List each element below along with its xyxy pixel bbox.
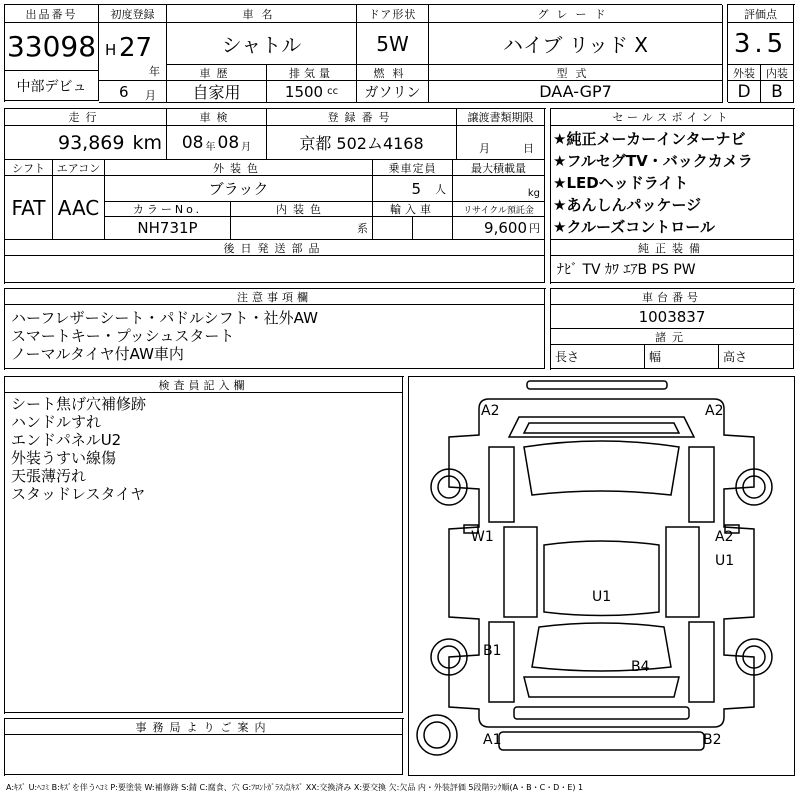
exterior-score: D	[728, 81, 761, 103]
right-door-panel	[666, 527, 699, 617]
model-header: 型式	[429, 65, 723, 81]
mileage-cell	[5, 126, 167, 160]
max-load-unit: kg	[527, 188, 540, 199]
interior-color-header: 内装色	[231, 202, 373, 217]
office-block	[4, 718, 404, 776]
transfer-cell	[457, 126, 545, 160]
inspection-header: 車検	[167, 109, 267, 126]
length-label: 長さ	[555, 350, 580, 364]
sales-point-list	[551, 126, 794, 240]
inspection-cell	[167, 126, 267, 160]
fuel-header: 燃料	[357, 65, 429, 81]
inspector-header: 検査員記入欄	[5, 377, 403, 393]
recycle-value: 9,600	[484, 219, 527, 237]
color-no-value: NH731P	[105, 217, 231, 240]
recycle-cell	[453, 217, 545, 240]
damage-mark: A1	[483, 732, 502, 748]
transfer-header: 譲渡書類期限	[457, 109, 545, 126]
inspector-line: 天張薄汚れ	[11, 467, 87, 485]
header-block	[4, 4, 722, 102]
car-diagram	[409, 377, 794, 775]
displacement-cell	[267, 81, 357, 103]
notes-block	[4, 288, 546, 370]
lot-number: 33098	[5, 23, 99, 71]
body-outline	[449, 399, 754, 727]
score-header: 評価点	[728, 5, 794, 23]
length-cell	[551, 345, 645, 369]
interior-score-header: 内装	[761, 65, 794, 81]
first-reg-year-cell	[99, 23, 167, 81]
damage-mark: U1	[592, 589, 612, 605]
interior-color-cell	[231, 217, 373, 240]
chassis-number: 1003837	[551, 305, 794, 329]
left-door-panel	[504, 527, 537, 617]
lot-header: 出品番号	[5, 5, 99, 23]
left-front-fender	[489, 447, 514, 522]
aircon-value: AAC	[53, 176, 105, 240]
width-label: 幅	[649, 350, 662, 364]
inspector-line: ハンドルすれ	[11, 413, 102, 431]
transfer-month-unit: 月	[479, 142, 490, 155]
office-body	[5, 735, 403, 775]
left-rear-fender	[489, 622, 514, 702]
color-value: ブラック	[105, 176, 373, 202]
first-reg-month-unit: 月	[145, 89, 156, 102]
chassis-header: 車台番号	[551, 289, 794, 305]
notes-line: ハーフレザーシート・パドルシフト・社外AW	[11, 309, 318, 327]
displacement-value: 1500	[284, 82, 324, 101]
inspection-month: 08	[217, 132, 240, 153]
spare-tire	[417, 715, 457, 755]
transfer-day-unit: 日	[523, 142, 534, 155]
first-reg-year-unit: 年	[149, 65, 160, 78]
later-parts-value	[5, 256, 545, 283]
windshield	[524, 441, 679, 495]
rear-window	[532, 623, 671, 671]
inspector-line: エンドパネルU2	[11, 431, 122, 449]
inspector-line: シート焦げ穴補修跡	[11, 395, 147, 413]
sales-point-item: ★純正メーカーインターナビ	[553, 130, 746, 148]
import-value-right	[413, 217, 453, 240]
notes-line: スマートキー・プッシュスタート	[11, 327, 235, 345]
grade-header: グレード	[429, 5, 723, 23]
import-header: 輸入車	[373, 202, 453, 217]
damage-mark: U1	[715, 553, 735, 569]
interior-color-unit: 系	[357, 222, 368, 235]
inspection-month-unit: 月	[241, 142, 252, 153]
exterior-score-header: 外装	[728, 65, 761, 81]
inspector-block	[4, 376, 404, 714]
door-type: 5W	[357, 23, 429, 65]
recycle-unit: 円	[529, 222, 540, 235]
capacity-value: 5	[411, 179, 421, 198]
inspection-year: 08	[181, 132, 204, 153]
right-front-fender	[689, 447, 714, 522]
later-parts-header: 後日発送部品	[5, 240, 545, 256]
front-bumper-top	[527, 381, 667, 389]
notes-text	[5, 305, 545, 369]
first-reg-era: H	[105, 41, 117, 59]
fuel-value: ガソリン	[357, 81, 429, 103]
first-reg-header: 初度登録	[99, 5, 167, 23]
model-value: DAA-GP7	[429, 81, 723, 103]
rear-bumper	[514, 707, 689, 719]
sales-point-item: ★LEDヘッドライト	[553, 174, 689, 192]
equipment-header: 純正装備	[551, 240, 794, 256]
capacity-header: 乗車定員	[373, 160, 453, 176]
rear-bumper-lower	[499, 732, 704, 750]
sales-point-header: セールスポイント	[551, 109, 794, 126]
notes-header: 注意事項欄	[5, 289, 545, 305]
right-rear-fender	[689, 622, 714, 702]
equipment-value: ﾅﾋﾞ TV ｶﾜ ｴｱB PS PW	[551, 256, 794, 283]
damage-mark: B1	[483, 643, 502, 659]
sales-point-item: ★クルーズコントロール	[553, 218, 715, 236]
damage-mark: A2	[715, 529, 734, 545]
shift-value: FAT	[5, 176, 53, 240]
max-load-header: 最大積載量	[453, 160, 545, 176]
damage-mark: W1	[471, 529, 494, 545]
shift-header: シフト	[5, 160, 53, 176]
mileage-value: 93,869	[58, 131, 125, 154]
first-reg-year: 27	[119, 33, 153, 63]
vehicle-details-block	[4, 108, 546, 284]
score-value: 3.5	[728, 23, 794, 65]
mileage-unit: km	[132, 131, 162, 154]
aircon-header: エアコン	[53, 160, 105, 176]
rear-hatch	[524, 677, 679, 697]
car-name: シャトル	[167, 23, 357, 65]
sales-point-item: ★あんしんパッケージ	[553, 196, 702, 214]
displacement-unit: cc	[327, 86, 339, 97]
car-name-header: 車名	[167, 5, 357, 23]
recycle-header: リサイクル預託金	[453, 202, 545, 217]
color-no-header: カラーNo.	[105, 202, 231, 217]
door-header: ドア形状	[357, 5, 429, 23]
grade-value: ハイブ リッド X	[429, 23, 723, 65]
plate-number: 京都 502ム4168	[267, 126, 457, 160]
capacity-cell	[373, 176, 453, 202]
history-header: 車歴	[167, 65, 267, 81]
score-block	[727, 4, 795, 102]
mileage-header: 走行	[5, 109, 167, 126]
plate-header: 登録番号	[267, 109, 457, 126]
height-cell	[719, 345, 794, 369]
car-diagram-block	[408, 376, 795, 776]
legend-text: A:ｷｽﾞ U:ﾍｺﾐ B:ｷｽﾞを伴うﾍｺﾐ P:要塗装 W:補修跡 S:錆 C:腐食、穴 G:ﾌﾛﾝﾄｶﾞﾗｽ点ｷｽﾞ XX:交換済み X:要交換 欠:欠品 内・外装評価 5段階ﾗﾝｸ順(A・B・C・D・E) 1	[6, 783, 584, 792]
width-cell	[645, 345, 719, 369]
inspector-line: スタッドレスタイヤ	[11, 485, 146, 503]
color-header: 外装色	[105, 160, 373, 176]
max-load-cell	[453, 176, 545, 202]
inspector-text	[5, 393, 403, 713]
damage-mark: A2	[705, 403, 724, 419]
sales-point-item: ★フルセグTV・バックカメラ	[553, 152, 753, 170]
inspector-line: 外装うすい線傷	[11, 449, 117, 467]
import-value-left	[373, 217, 413, 240]
history-value: 自家用	[167, 81, 267, 103]
venue-name: 中部デビュ	[5, 71, 99, 101]
interior-score: B	[761, 81, 794, 103]
office-header: 事務局よりご案内	[5, 719, 403, 735]
sales-point-block	[550, 108, 795, 284]
chassis-block	[550, 288, 795, 370]
capacity-unit: 人	[435, 182, 446, 196]
displacement-header: 排気量	[267, 65, 357, 81]
hood-inner	[524, 423, 679, 433]
damage-mark: B2	[703, 732, 722, 748]
first-reg-month: 6	[119, 83, 129, 101]
height-label: 高さ	[723, 350, 748, 364]
dimensions-header: 諸元	[551, 329, 794, 345]
damage-mark: B4	[631, 659, 650, 675]
first-reg-month-cell	[99, 81, 167, 103]
hood	[509, 417, 694, 437]
damage-mark: A2	[481, 403, 500, 419]
notes-line: ノーマルタイヤ付AW車内	[11, 345, 184, 363]
inspection-year-unit: 年	[205, 142, 216, 153]
